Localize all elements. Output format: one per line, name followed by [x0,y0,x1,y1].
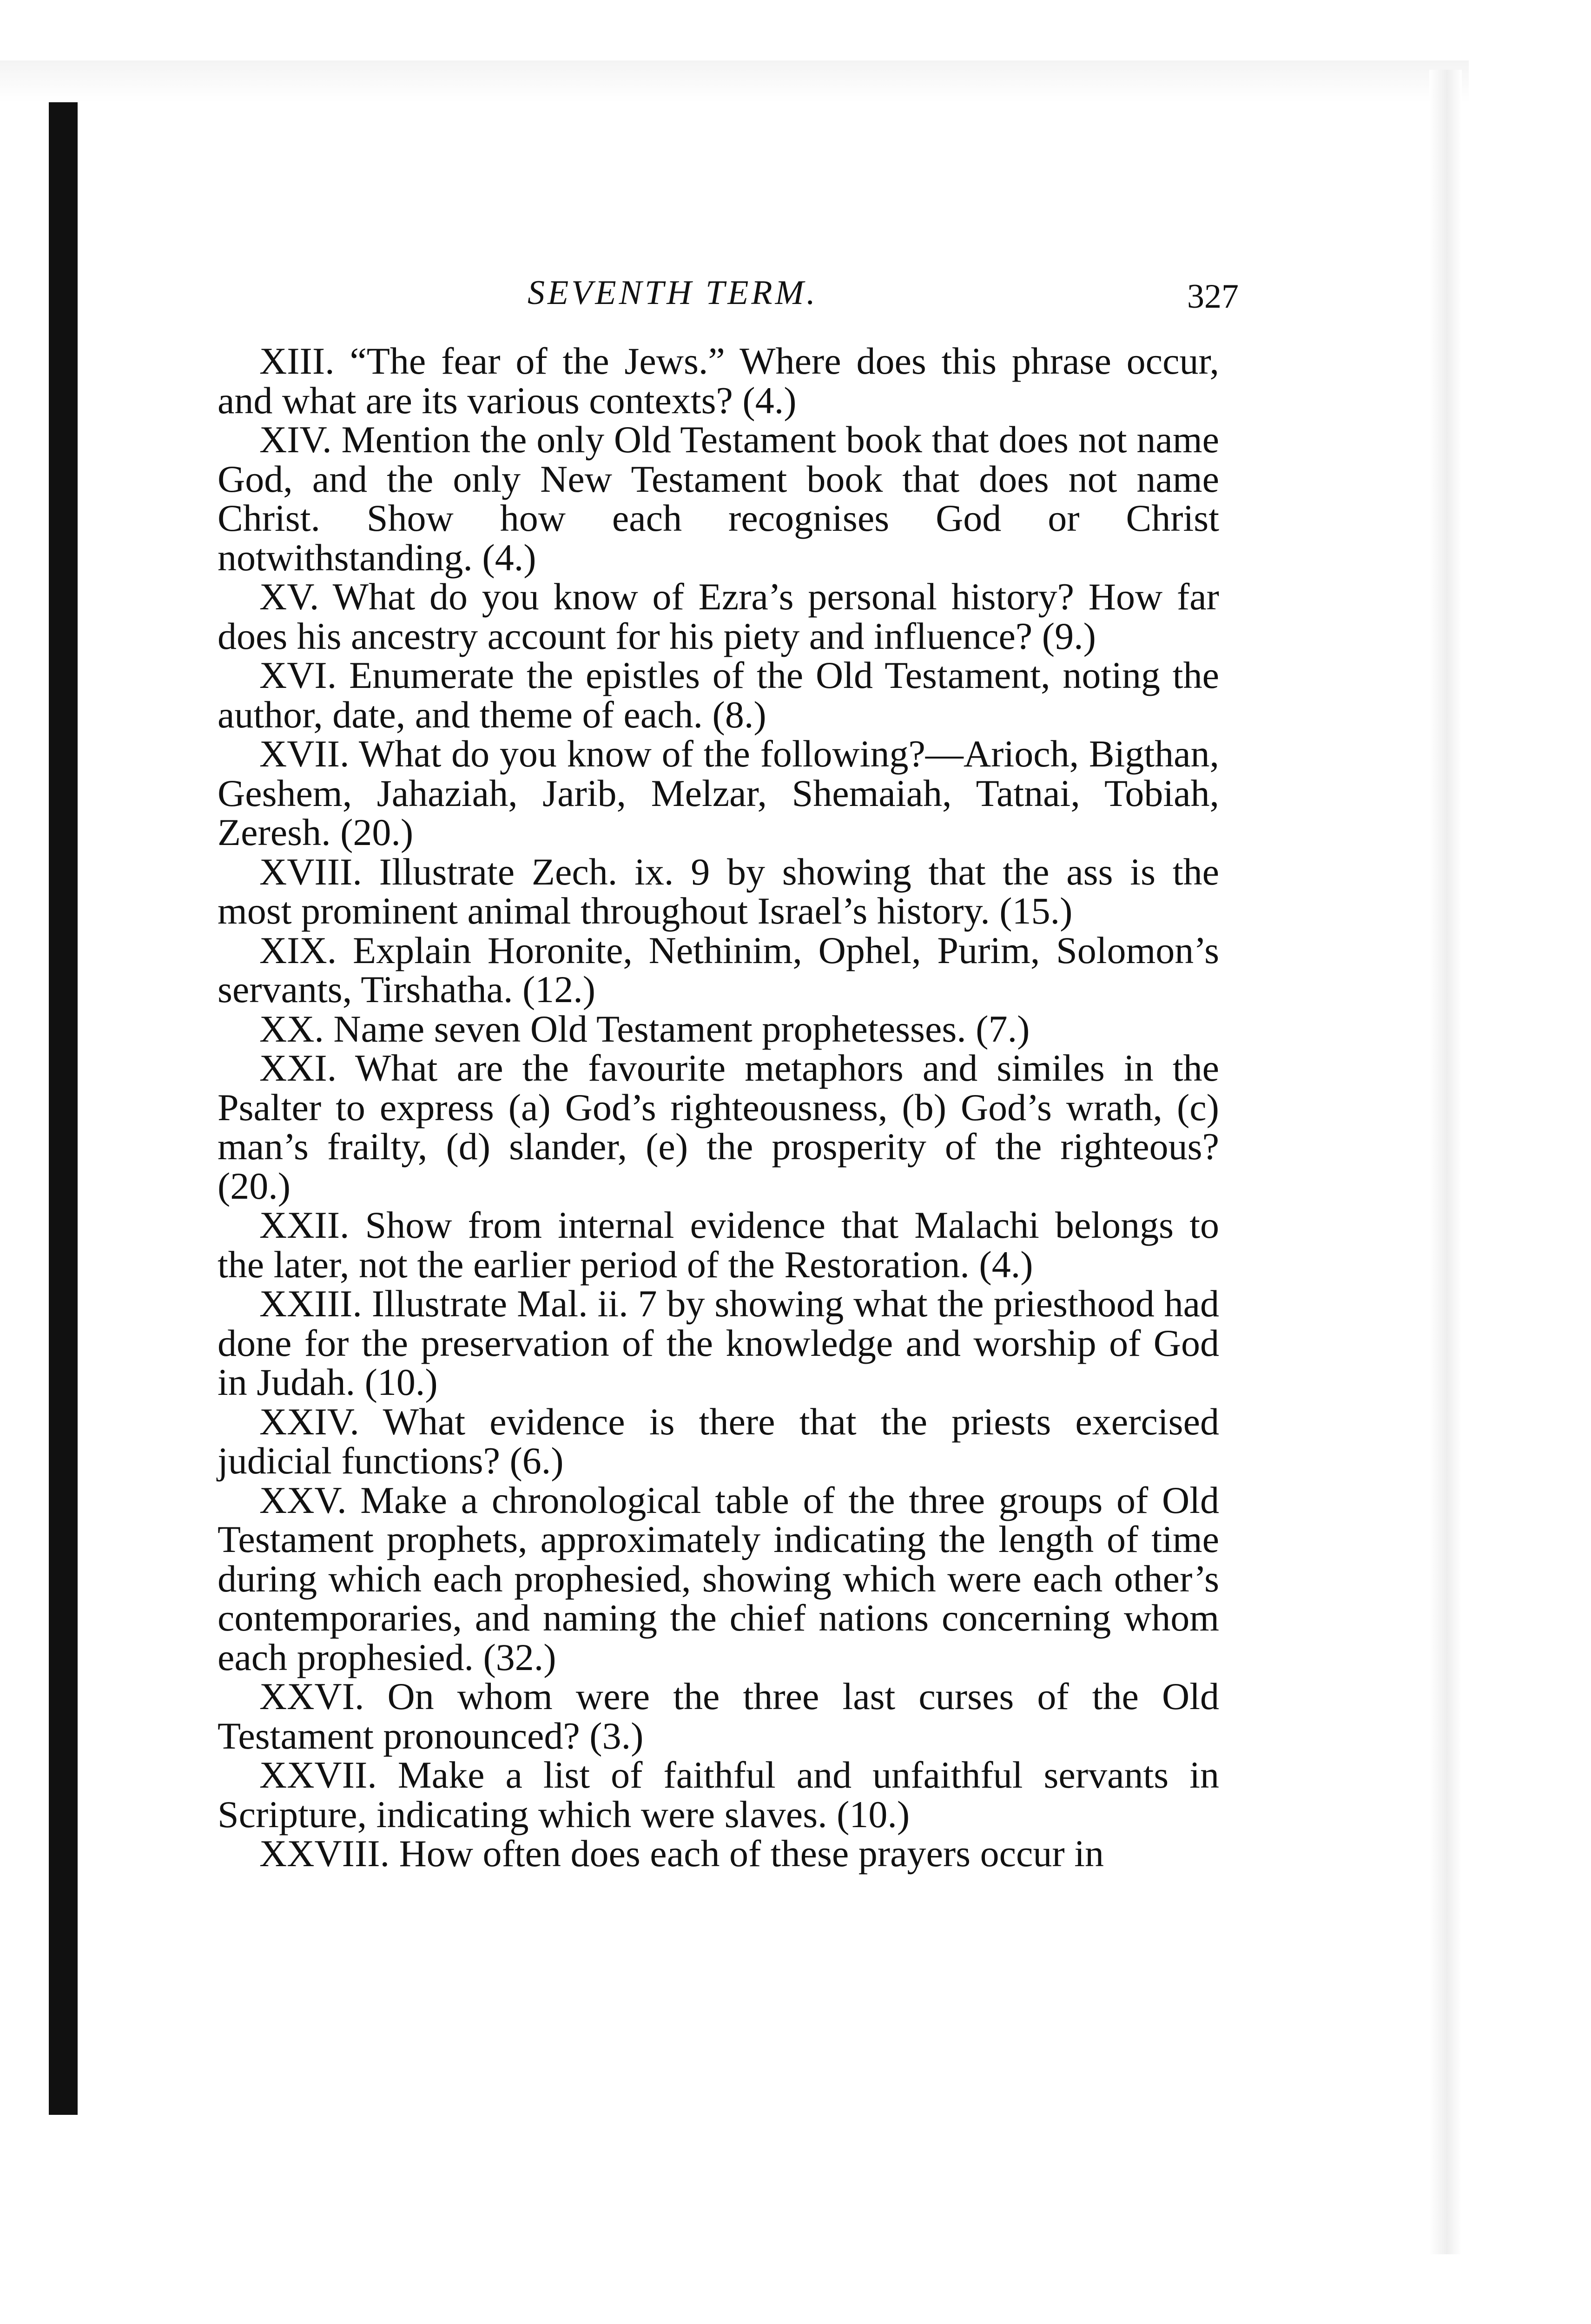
question-xix: XIX. Explain Horonite, Nethinim, Ophel, Purim, Solomon’s servants, Tirshatha. (12.) [218,929,1219,1010]
question-xxviii: XXVIII. How often does each of these prayers occur in [259,1832,1104,1875]
scan-right-edge [1429,70,1462,2254]
question-xv: XV. What do you know of Ezra’s personal history? How far does his ancestry account for his piety and influence? (9.) [218,575,1219,657]
question-xviii: XVIII. Illustrate Zech. ix. 9 by showing that the ass is the most prominent animal throughout Israel’s history. (15.) [218,850,1219,932]
question-xxvi: XXVI. On whom were the three last curses of the Old Testament pronounced? (3.) [218,1675,1219,1757]
running-head: SEVENTH TERM. [528,274,818,312]
question-xxii: XXII. Show from internal evidence that Malachi belongs to the later, not the earlier period of the Restoration. (4.) [218,1204,1219,1286]
question-xvii: XVII. What do you know of the following?—Arioch, Bigthan, Geshem, Jahaziah, Jarib, Melzar, Shemaiah, Tatnai, Tobiah, Zeresh. (20.) [218,733,1219,853]
binding-shadow [49,60,78,2115]
page-number: 327 [1187,277,1239,316]
question-xiii: XIII. “The fear of the Jews.” Where does this phrase occur, and what are its various contexts? (4.) [218,340,1219,422]
scan-top-edge [0,60,1469,102]
question-xxiv: XXIV. What evidence is there that the priests exercised judicial functions? (6.) [218,1400,1219,1482]
question-xxi: XXI. What are the favourite metaphors and similes in the Psalter to express (a) God’s righteousness, (b) God’s wrath, (c) man’s frailty, (d) slander, (e) the prosperity of the righteous? (20.) [218,1047,1219,1207]
page-header [528,273,1239,324]
question-xxiii: XXIII. Illustrate Mal. ii. 7 by showing what the priesthood had done for the preservation of the knowledge and worship of God in Judah. (10.) [218,1282,1219,1403]
question-xx: XX. Name seven Old Testament prophetesses. (7.) [259,1007,1030,1050]
question-xxvii: XXVII. Make a list of faithful and unfaithful servants in Scripture, indicating which were slaves. (10.) [218,1754,1219,1835]
question-xiv: XIV. Mention the only Old Testament book that does not name God, and the only New Testament book that does not name Christ. Show how each recognises God or Christ notwithstanding. (4.) [218,418,1219,579]
question-list [218,342,1219,1874]
question-xxv: XXV. Make a chronological table of the three groups of Old Testament prophets, approximately indicating the length of time during which each prophesied, showing which were each other’s contemporaries, and naming the chief nations concerning whom each prophesied. (32.) [218,1479,1219,1678]
question-xvi: XVI. Enumerate the epistles of the Old Testament, noting the author, date, and theme of each. (8.) [218,654,1219,736]
